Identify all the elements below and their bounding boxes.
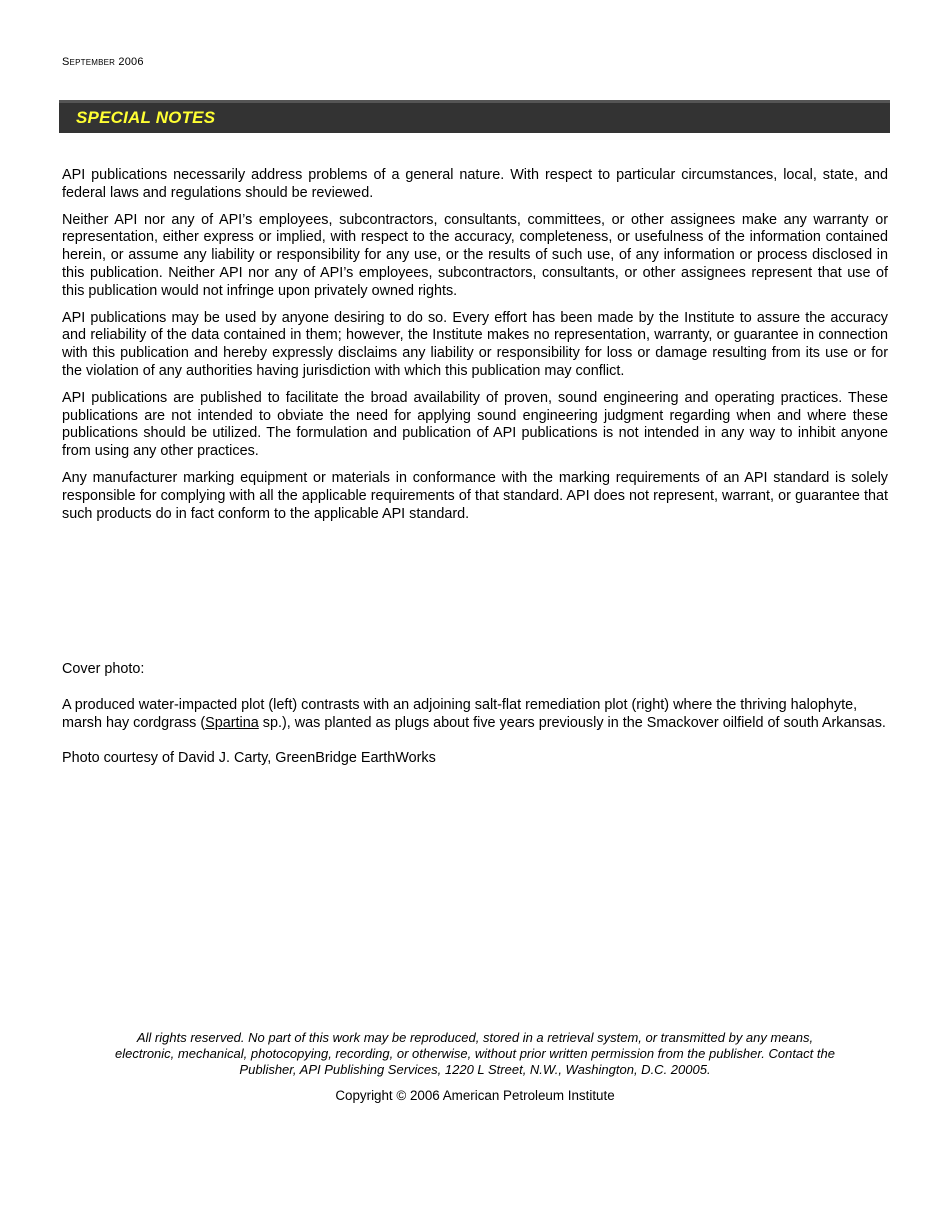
note-paragraph: API publications necessarily address problems of a general nature. With respect to particular circumstances, local, state, and federal laws and regulations should be reviewed. (62, 167, 888, 201)
cover-photo-heading: Cover photo: (62, 661, 145, 677)
note-paragraph: API publications are published to facilitate the broad availability of proven, sound engineering and operating practices. These publications are not intended to obviate the need for applying sound engineering judgment regarding when and where these publications should be utilized. The formulation and publication of API publications is not intended in any way to inhibit anyone from using any other practices. (62, 389, 888, 460)
special-notes-body (62, 167, 888, 532)
note-paragraph: Neither API nor any of API’s employees, subcontractors, consultants, committees, or other assignees make any warranty or representation, either express or implied, with respect to the accuracy, completeness, or usefulness of the information contained herein, or assume any liability or responsibility for any use, or the results of such use, of any information or process disclosed in this publication. Neither API nor any of API’s employees, subcontractors, consultants, or other assignees represent that use of this publication would not infringe upon privately owned rights. (62, 211, 888, 299)
note-paragraph: API publications may be used by anyone desiring to do so. Every effort has been made by the Institute to assure the accuracy and reliability of the data contained in them; however, the Institute makes no representation, warranty, or guarantee in connection with this publication and hereby expressly disclaims any liability or responsibility for loss or damage resulting from its use or for the violation of any authorities having jurisdiction with which this publication may conflict. (62, 309, 888, 379)
rights-notice: All rights reserved. No part of this work may be reproduced, stored in a retrieval system, or transmitted by any means, electronic, mechanical, photocopying, recording, or otherwise, without prior written permission from the publisher. Contact the Publisher, API Publishing Services, 1220 L Street, N.W., Washington, D.C. 20005. (115, 1030, 835, 1078)
section-title: SPECIAL NOTES (76, 108, 216, 127)
photo-credit: Photo courtesy of David J. Carty, GreenBridge EarthWorks (62, 750, 436, 767)
caption-text-after: sp.), was planted as plugs about five years previously in the Smackover oilfield of south Arkansas. (258, 714, 886, 731)
caption-genus: Spartina (205, 714, 259, 731)
cover-photo-caption (62, 697, 888, 733)
section-banner (59, 100, 890, 133)
header-date: September 2006 (62, 56, 144, 68)
caption-text-before: A produced water-impacted plot (left) contrasts with an adjoining salt-flat remediation plot (right) where the thriving halophyte, marsh hay cordgrass ( (62, 696, 858, 731)
copyright-line: Copyright © 2006 American Petroleum Institute (335, 1088, 615, 1103)
cover-photo-section (62, 661, 888, 768)
note-paragraph: Any manufacturer marking equipment or materials in conformance with the marking requirements of an API standard is solely responsible for complying with all the applicable requirements of that standard. API does not represent, warrant, or guarantee that such products do in fact conform to the applicable API standard. (62, 469, 888, 522)
